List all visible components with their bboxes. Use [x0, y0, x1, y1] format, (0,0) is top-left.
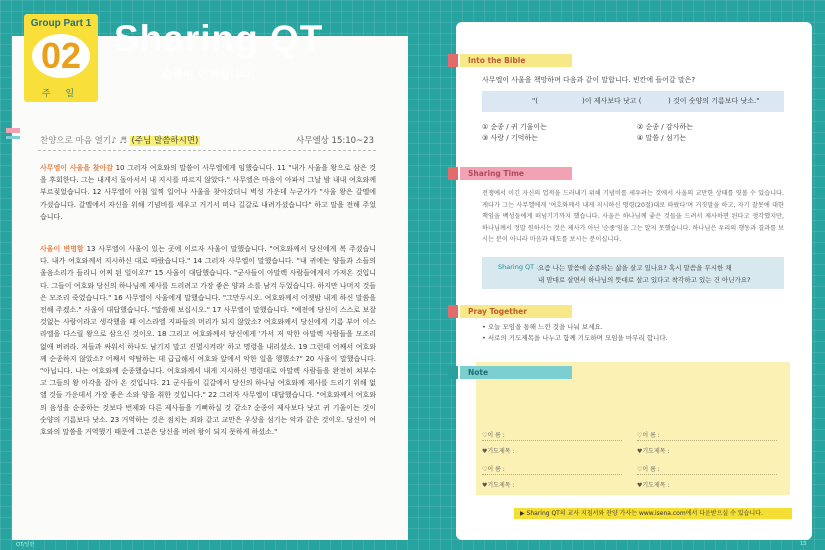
note-box — [476, 362, 790, 495]
note-prayer-field[interactable]: ♥기도제목 : — [482, 482, 515, 489]
note-name-field[interactable]: ♡이 름 : — [637, 432, 660, 439]
fill-part-a: "( — [532, 97, 538, 105]
pray-list — [482, 322, 668, 344]
note-rule — [637, 474, 777, 475]
page-title: Sharing QT — [114, 18, 324, 59]
note-rule — [482, 474, 622, 475]
group-part-badge — [24, 14, 98, 102]
paragraph-text: 10 그러자 여호와의 말씀이 사무엘에게 임했습니다. 11 "내가 사울을 왕으로 삼은 것을 후회한다. 그는 내게서 돌아서서 내 지시를 따르지 않았다." 사무엘은 마음이 아파서 그날 밤 내내 여호와께 부르짖었습니다. 12 사무엘이 아침 일찍 일어나 사울을 찾아갔더니 벽성 가운데 누군가가 "사울 왕은 갈멜에 가셨습니다. 갈멜에서 자신을 위해 기념비를 세우고 거기서 떠나 길갈로 내려가셨습니다" 하고 말을 전해 주었습니다. — [40, 164, 377, 221]
song-row — [40, 134, 374, 148]
tab-stub — [448, 366, 458, 379]
note-prayer-field[interactable]: ♥기도제목 : — [637, 448, 670, 455]
section-label: Note — [460, 366, 572, 379]
left-page-marker: QT/일반 — [16, 542, 35, 548]
option-4[interactable]: ④ 말씀 / 섬기는 — [637, 134, 687, 142]
week-label: 주 일 — [41, 89, 81, 99]
pray-item: • 오늘 모임을 통해 느낀 것을 나눠 보세요. — [482, 323, 603, 331]
pink-tab-marker — [6, 128, 20, 133]
sharing-qt-box — [482, 257, 784, 289]
fill-in-box — [482, 91, 784, 112]
paragraph-heading: 사울이 변명함 — [40, 245, 84, 253]
pray-item: • 서로의 기도제목을 나누고 함께 기도하며 모임을 마무리 합니다. — [482, 334, 668, 342]
fill-part-c: ) 것이 숫양의 기름보다 낫소." — [668, 97, 760, 105]
sharing-qt-label: Sharing QT : — [498, 263, 539, 271]
scripture-paragraph-2 — [40, 243, 376, 438]
option-2[interactable]: ② 순종 / 감사하는 — [637, 123, 693, 131]
tab-stub — [448, 54, 458, 67]
right-page-marker: 13 — [800, 541, 807, 547]
note-name-field[interactable]: ♡이 름 : — [637, 466, 660, 473]
note-prayer-field[interactable]: ♥기도제목 : — [637, 482, 670, 489]
paragraph-heading: 사무엘이 사울을 찾아감 — [40, 164, 114, 172]
note-name-field[interactable]: ♡이 름 : — [482, 466, 505, 473]
tab-stub — [448, 305, 458, 318]
section-label: Pray Together — [460, 305, 572, 318]
fill-part-b: )이 제사보다 낫고 ( — [582, 97, 642, 105]
section-label: Sharing Time — [460, 167, 572, 180]
section-label: Into the Bible — [460, 54, 572, 67]
download-info-bar: ▶ Sharing QT의 교사 지침서와 찬양 가사는 www.isena.com에서 다운받으실 수 있습니다. — [514, 508, 792, 519]
note-rule — [637, 440, 777, 441]
scripture-reference: 사무엘상 15:10~23 — [296, 136, 374, 146]
tab-stub — [448, 167, 458, 180]
song-label — [40, 134, 200, 146]
note-name-field[interactable]: ♡이 름 : — [482, 432, 505, 439]
question-text: 사무엘이 사울을 책망하며 다음과 같이 말합니다. 빈칸에 들어갈 말은? — [482, 76, 696, 84]
note-rule — [482, 440, 622, 441]
note-prayer-field[interactable]: ♥기도제목 : — [482, 448, 515, 455]
week-number: 02 — [40, 35, 82, 76]
sharing-qt-question-2: 내 맘대로 살면서 하나님의 뜻대로 살고 있다고 착각하고 있는 건 아닌가요? — [538, 276, 751, 284]
page-subtitle: 순종이 먼저입니다 — [162, 68, 251, 81]
teal-tab-marker — [6, 136, 20, 139]
sharing-time-text: 전쟁에서 이긴 자신의 업적을 드러내기 위해 기념비를 세우려는 것에서 사울의 교만한 상태를 엿볼 수 있습니다. 게다가 그는 사무엘에게 '여호와께서 내게 지시하신 명령(20절)대로 따랐다'며 거짓말을 하고, 자기 잘못에 대한 책임을 백성들에게 떠넘기기까지 했습니다. 사울은 하나님께 좋은 것들을 드려서 제사하면 된다고 생각했지만, 하나님께서 정말 원하시는 것은 제사가 아닌 '순종'임을 그는 알지 못했습니다. 하나님은 우리의 행동과 결과를 보시는 분이 아니라 마음과 태도를 보시는 분이십니다. — [482, 190, 784, 243]
scripture-paragraph-1 — [40, 162, 376, 223]
song-prompt: 찬양으로 마음 열기♪ ♬ — [40, 136, 127, 146]
option-3[interactable]: ③ 사랑 / 기억하는 — [482, 134, 538, 142]
paragraph-text: 13 사무엘이 사울이 있는 곳에 이르자 사울이 말했습니다. "여호와께서 당신에게 복 주셨습니다. 내가 여호와께서 지시하신 대로 따랐습니다." 14 그러자 사무엘이 말했습니다. "내 귀에는 양들과 소들의 울음소리가 들리니 어찌 된 일이오?" 15 사울이 대답했습니다. "군사들이 아말렉 사람들에게서 가져온 것입니다. 그들이 여호와 당신의 하나님께 제사를 드리려고 가장 좋은 양과 소를 남겨 두었습니다. 하지만 나머지 것들은 모조리 죽였습니다." 16 사무엘이 사울에게 말했습니다. "그만두시오. 여호와께서 어젯밤 내게 하신 말씀을 전해 주겠소." 사울이 대답했습니다. "말씀해 보십시오." 17 사무엘이 말했습니다. "예전에 당신이 스스로 보잘것없는 사람이라고 생각했을 때 이스라엘 지파들의 머리가 되지 않았소? 여호와께서 당신에게 기름 부어 이스라엘을 다스릴 왕으로 삼으신 것이오. 18 그리고 여호와께서 당신에게 '가서 저 악한 아말렉 사람들을 모조리 없애 버려라. 저들과 싸워서 하나도 남기지 말고 진멸시켜라' 하고 명령을 내리셨소. 19 그런데 어째서 여호와께 순종하지 않았소? 어째서 약탈하는 데 급급해서 여호와 앞에서 악한 일을 행했소?" 20 사울이 말했습니다. "아닙니다. 나는 여호와께 순종했습니다. 여호와께서 내게 지시하신 명령대로 아말렉 사람들을 완전히 쳐부수고 그들의 왕 아각을 잡아 온 것입니다. 21 군사들이 길갈에서 당신의 하나님 여호와께 제사를 드리기 위해 없앨 것들 가운데서 가장 좋은 소와 양을 취한 것입니다." 22 그러자 사무엘이 대답했습니다. "여호와께서 여호와의 음성을 순종하는 것보다 번제와 다른 제사들을 기뻐하실 것 같소? 순종이 제사보다 낫고 귀 기울이는 것이 숫양의 기름보다 낫소. 23 거역하는 것은 점치는 죄와 같고 교만은 우상을 섬기는 악과 같은 것이오. 당신이 여호와의 말씀을 거역했기 때문에 그분은 당신을 버려 왕이 되지 못하게 하셨소." — [40, 245, 377, 437]
group-label: Group Part 1 — [30, 18, 92, 29]
divider — [38, 150, 376, 151]
option-1[interactable]: ① 순종 / 귀 기울이는 — [482, 123, 547, 131]
sharing-qt-question-1: 요즘 나는 말씀에 순종하는 삶을 살고 있나요? 혹시 말씀을 무시한 채 — [538, 264, 732, 272]
song-title: (주님 말씀하시면) — [131, 136, 199, 146]
